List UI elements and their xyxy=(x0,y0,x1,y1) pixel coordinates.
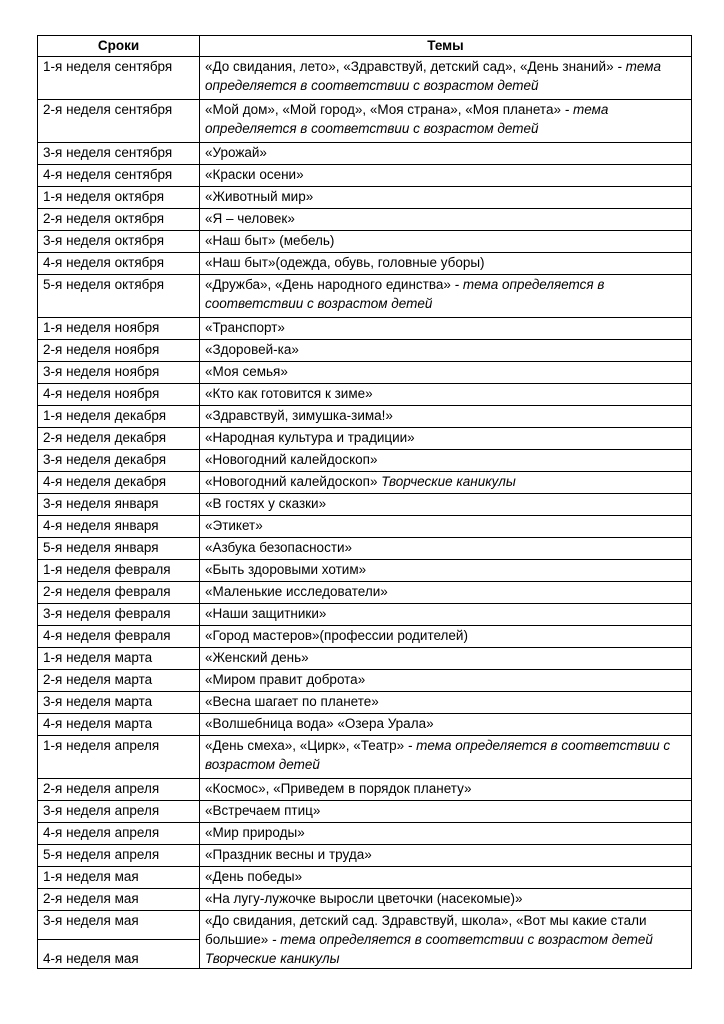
table-row xyxy=(38,165,692,187)
term-cell: 4-я неделя февраля xyxy=(38,626,200,648)
term-cell: 3-я неделя декабря xyxy=(38,450,200,472)
topic-text: «Новогодний калейдоскоп» xyxy=(205,452,378,467)
term-cell: 1-я неделя октября xyxy=(38,187,200,209)
topic-cell xyxy=(200,736,692,779)
table-row xyxy=(38,736,692,779)
table-row xyxy=(38,406,692,428)
topic-cell xyxy=(200,318,692,340)
topic-text: «На лугу-лужочке выросли цветочки (насекомые)» xyxy=(205,891,523,906)
term-cell: 4-я неделя октября xyxy=(38,253,200,275)
table-row xyxy=(38,889,692,911)
topic-text: «Женский день» xyxy=(205,650,309,665)
table-row xyxy=(38,867,692,889)
table-row xyxy=(38,231,692,253)
topic-text: «Азбука безопасности» xyxy=(205,540,353,555)
term-cell: 5-я неделя января xyxy=(38,538,200,560)
topic-cell xyxy=(200,231,692,253)
topic-text: «Урожай» xyxy=(205,145,267,160)
term-cell: 2-я неделя апреля xyxy=(38,779,200,801)
schedule-table xyxy=(37,35,692,969)
topic-text: «Миром правит доброта» xyxy=(205,672,366,687)
topic-text: «Здравствуй, зимушка-зима!» xyxy=(205,408,393,423)
term-cell: 1-я неделя сентября xyxy=(38,57,200,100)
table-row xyxy=(38,670,692,692)
topic-note: - тема определяется в соответствии с возрастом детей Творческие каникулы xyxy=(205,932,653,966)
topic-cell xyxy=(200,100,692,143)
topic-cell xyxy=(200,472,692,494)
topic-cell xyxy=(200,911,692,969)
term-cell: 2-я неделя февраля xyxy=(38,582,200,604)
topic-text: «Наш быт»(одежда, обувь, головные уборы) xyxy=(205,255,485,270)
topic-text: «Город мастеров»(профессии родителей) xyxy=(205,628,468,643)
table-header-row xyxy=(38,36,692,57)
topic-cell xyxy=(200,494,692,516)
term-cell: 3-я неделя ноября xyxy=(38,362,200,384)
topic-text: «Моя семья» xyxy=(205,364,288,379)
term-cell: 2-я неделя мая xyxy=(38,889,200,911)
table-row xyxy=(38,692,692,714)
term-cell: 3-я неделя января xyxy=(38,494,200,516)
topic-note: - тема определяется в соответствии с возрастом детей xyxy=(205,102,609,136)
topic-cell xyxy=(200,275,692,318)
topic-text: «Кто как готовится к зиме» xyxy=(205,386,373,401)
table-row xyxy=(38,318,692,340)
term-cell: 2-я неделя декабря xyxy=(38,428,200,450)
topic-text: «Маленькие исследователи» xyxy=(205,584,388,599)
topic-text: «Здоровей-ка» xyxy=(205,342,299,357)
term-cell: 1-я неделя февраля xyxy=(38,560,200,582)
topic-cell xyxy=(200,823,692,845)
term-cell: 4-я неделя января xyxy=(38,516,200,538)
table-row xyxy=(38,823,692,845)
topic-note: - тема определяется в соответствии с возрастом детей xyxy=(205,277,605,311)
table-row xyxy=(38,648,692,670)
table-row xyxy=(38,384,692,406)
topic-cell xyxy=(200,209,692,231)
topic-text: «Весна шагает по планете» xyxy=(205,694,379,709)
table-row xyxy=(38,560,692,582)
table-row xyxy=(38,538,692,560)
term-cell: 4-я неделя сентября xyxy=(38,165,200,187)
table-row xyxy=(38,450,692,472)
topic-text: «День победы» xyxy=(205,869,303,884)
topic-text: «Этикет» xyxy=(205,518,263,533)
topic-cell xyxy=(200,450,692,472)
topic-cell xyxy=(200,165,692,187)
topic-cell xyxy=(200,648,692,670)
term-cell: 3-я неделя сентября xyxy=(38,143,200,165)
topic-text: «Встречаем птиц» xyxy=(205,803,321,818)
term-cell: 4-я неделя декабря xyxy=(38,472,200,494)
topic-text: «Мир природы» xyxy=(205,825,305,840)
term-cell: 5-я неделя апреля xyxy=(38,845,200,867)
term-cell: 1-я неделя мая xyxy=(38,867,200,889)
topic-note: - тема определяется в соответствии с возрастом детей xyxy=(205,738,671,772)
table-row xyxy=(38,362,692,384)
term-cell: 3-я неделя мая xyxy=(38,911,200,940)
table-row xyxy=(38,779,692,801)
topic-text: «Транспорт» xyxy=(205,320,285,335)
topic-text: «До свидания, лето», «Здравствуй, детский сад», «День знаний» xyxy=(205,59,614,74)
topic-text: «Волшебница вода» «Озера Урала» xyxy=(205,716,434,731)
term-cell: 1-я неделя декабря xyxy=(38,406,200,428)
term-cell: 2-я неделя ноября xyxy=(38,340,200,362)
topic-text: «Животный мир» xyxy=(205,189,314,204)
topic-text: «Дружба», «День народного единства» xyxy=(205,277,451,292)
table-row xyxy=(38,801,692,823)
term-cell: 2-я неделя сентября xyxy=(38,100,200,143)
topic-cell xyxy=(200,340,692,362)
topic-text: «Новогодний калейдоскоп» xyxy=(205,474,378,489)
topic-text: «Быть здоровыми хотим» xyxy=(205,562,367,577)
term-cell: 2-я неделя октября xyxy=(38,209,200,231)
term-cell: 3-я неделя марта xyxy=(38,692,200,714)
topic-cell xyxy=(200,670,692,692)
topic-cell xyxy=(200,604,692,626)
topic-cell xyxy=(200,582,692,604)
topic-text: «Мой дом», «Мой город», «Моя страна», «Моя планета» xyxy=(205,102,561,117)
topic-note: - тема определяется в соответствии с возрастом детей xyxy=(205,59,661,93)
table-row xyxy=(38,340,692,362)
topic-text: «Наш быт» (мебель) xyxy=(205,233,335,248)
topic-cell xyxy=(200,516,692,538)
table-row xyxy=(38,604,692,626)
table-row xyxy=(38,187,692,209)
topic-cell xyxy=(200,867,692,889)
table-row xyxy=(38,209,692,231)
table-row xyxy=(38,845,692,867)
table-row xyxy=(38,100,692,143)
header-term: Сроки xyxy=(38,36,200,57)
topic-text: «Краски осени» xyxy=(205,167,304,182)
topic-text: «Наши защитники» xyxy=(205,606,327,621)
topic-cell xyxy=(200,406,692,428)
topic-text: «Народная культура и традиции» xyxy=(205,430,415,445)
header-topic: Темы xyxy=(200,36,692,57)
topic-text: «Я – человек» xyxy=(205,211,295,226)
term-cell: 5-я неделя октября xyxy=(38,275,200,318)
topic-text: «До свидания, детский сад. Здравствуй, школа», «Вот мы какие стали большие» xyxy=(205,913,647,947)
term-cell: 1-я неделя ноября xyxy=(38,318,200,340)
term-cell: 1-я неделя марта xyxy=(38,648,200,670)
table-row xyxy=(38,143,692,165)
term-cell: 4-я неделя ноября xyxy=(38,384,200,406)
topic-cell xyxy=(200,560,692,582)
table-row xyxy=(38,494,692,516)
table-row xyxy=(38,516,692,538)
topic-text: «Праздник весны и труда» xyxy=(205,847,372,862)
table-row xyxy=(38,253,692,275)
topic-cell xyxy=(200,626,692,648)
table-body xyxy=(38,57,692,911)
topic-note: Творческие каникулы xyxy=(381,474,516,489)
term-cell: 3-я неделя апреля xyxy=(38,801,200,823)
term-cell: 2-я неделя марта xyxy=(38,670,200,692)
term-cell: 4-я неделя марта xyxy=(38,714,200,736)
topic-text: «Космос», «Приведем в порядок планету» xyxy=(205,781,472,796)
table-row xyxy=(38,275,692,318)
topic-cell xyxy=(200,779,692,801)
table-body-merged xyxy=(38,911,692,969)
topic-cell xyxy=(200,845,692,867)
topic-cell xyxy=(200,384,692,406)
topic-cell xyxy=(200,143,692,165)
topic-cell xyxy=(200,889,692,911)
topic-cell xyxy=(200,57,692,100)
table-row xyxy=(38,626,692,648)
topic-cell xyxy=(200,538,692,560)
topic-cell xyxy=(200,714,692,736)
document-page xyxy=(37,35,691,969)
topic-cell xyxy=(200,692,692,714)
topic-cell xyxy=(200,253,692,275)
table-row xyxy=(38,714,692,736)
table-row xyxy=(38,57,692,100)
topic-cell xyxy=(200,801,692,823)
table-row xyxy=(38,428,692,450)
table-row xyxy=(38,472,692,494)
topic-text: «День смеха», «Цирк», «Театр» xyxy=(205,738,405,753)
term-cell: 4-я неделя мая xyxy=(38,940,200,969)
term-cell: 1-я неделя апреля xyxy=(38,736,200,779)
table-row-merged-a xyxy=(38,911,692,940)
topic-cell xyxy=(200,428,692,450)
topic-cell xyxy=(200,187,692,209)
topic-text: «В гостях у сказки» xyxy=(205,496,327,511)
term-cell: 3-я неделя февраля xyxy=(38,604,200,626)
term-cell: 3-я неделя октября xyxy=(38,231,200,253)
table-row xyxy=(38,582,692,604)
topic-cell xyxy=(200,362,692,384)
term-cell: 4-я неделя апреля xyxy=(38,823,200,845)
